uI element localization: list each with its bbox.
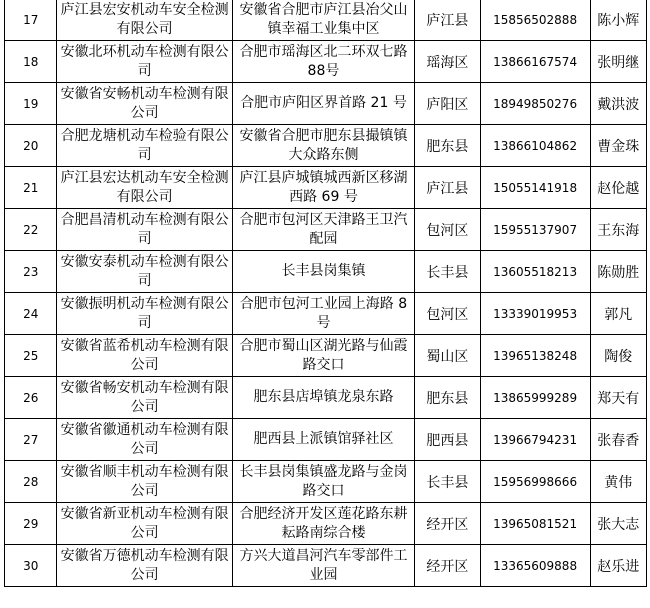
row-number-cell <box>5 125 57 167</box>
company-name-cell <box>57 209 232 251</box>
row-number-cell <box>5 167 57 209</box>
row-number-cell <box>5 461 57 503</box>
row-number: 30 <box>23 558 39 573</box>
company-name: 合肥龙塘机动车检验有限公司 <box>60 127 229 163</box>
row-number: 24 <box>23 306 39 321</box>
address: 庐江县庐城镇城西新区移湖西路 69 号 <box>239 169 408 205</box>
table-row <box>5 209 647 251</box>
district-cell <box>415 419 481 461</box>
phone-number: 15956998666 <box>493 474 578 489</box>
district: 长丰县 <box>426 264 469 281</box>
table-row <box>5 545 647 587</box>
address: 方兴大道昌河汽车零部件工业园 <box>239 547 408 583</box>
contact-person: 王东海 <box>597 222 640 239</box>
phone-number: 13966794231 <box>493 432 578 447</box>
company-name-cell <box>57 335 232 377</box>
district: 肥西县 <box>426 432 469 449</box>
address-cell <box>232 125 414 167</box>
phone-number-cell <box>480 377 590 419</box>
phone-number-cell <box>480 461 590 503</box>
district: 长丰县 <box>426 474 469 491</box>
phone-number: 13339019953 <box>493 306 578 321</box>
company-name-cell <box>57 125 232 167</box>
row-number: 23 <box>23 264 39 279</box>
address-cell <box>232 0 414 41</box>
address: 合肥经济开发区莲花路东耕耘路南综合楼 <box>239 505 408 541</box>
district: 蜀山区 <box>426 348 469 365</box>
address-cell <box>232 293 414 335</box>
phone-number: 18949850276 <box>493 96 578 111</box>
company-name: 安徽省新亚机动车检测有限公司 <box>60 505 229 541</box>
address-cell <box>232 419 414 461</box>
district-cell <box>415 461 481 503</box>
company-name: 安徽省畅安机动车检测有限公司 <box>60 379 229 415</box>
address-cell <box>232 209 414 251</box>
phone-number: 13865999289 <box>493 390 578 405</box>
contact-person-cell <box>590 461 646 503</box>
company-name-cell <box>57 41 232 83</box>
table-row <box>5 461 647 503</box>
phone-number-cell <box>480 41 590 83</box>
table-row <box>5 377 647 419</box>
table-row <box>5 419 647 461</box>
table-row <box>5 125 647 167</box>
row-number: 18 <box>23 54 39 69</box>
phone-number-cell <box>480 335 590 377</box>
company-name-cell <box>57 0 232 41</box>
district: 瑶海区 <box>426 54 469 71</box>
table-row <box>5 293 647 335</box>
company-name-cell <box>57 503 232 545</box>
table-row <box>5 83 647 125</box>
phone-number-cell <box>480 209 590 251</box>
row-number: 19 <box>23 96 39 111</box>
table-row <box>5 251 647 293</box>
row-number-cell <box>5 251 57 293</box>
company-name-cell <box>57 251 232 293</box>
contact-person-cell <box>590 41 646 83</box>
contact-person: 张大志 <box>597 516 640 533</box>
company-name-cell <box>57 83 232 125</box>
contact-person-cell <box>590 83 646 125</box>
company-name: 安徽振明机动车检测有限公司 <box>60 295 229 331</box>
district: 肥东县 <box>426 138 469 155</box>
company-name: 庐江县宏安机动车安全检测有限公司 <box>60 1 229 37</box>
district: 庐阳区 <box>426 96 469 113</box>
row-number: 21 <box>23 180 39 195</box>
address-cell <box>232 41 414 83</box>
phone-number: 15955137907 <box>493 222 578 237</box>
phone-number-cell <box>480 251 590 293</box>
phone-number: 13866104862 <box>493 138 578 153</box>
table-row <box>5 0 647 41</box>
contact-person: 郭凡 <box>604 306 633 323</box>
address: 合肥市包河区天津路王卫汽配园 <box>239 211 408 247</box>
company-name-cell <box>57 419 232 461</box>
inspection-station-table <box>4 0 647 587</box>
address: 安徽省合肥市肥东县撮镇镇大众路东侧 <box>239 127 408 163</box>
company-name: 安徽省顺丰机动车检测有限公司 <box>60 463 229 499</box>
contact-person: 陶俊 <box>604 348 633 365</box>
contact-person-cell <box>590 0 646 41</box>
district-cell <box>415 377 481 419</box>
district: 庐江县 <box>426 12 469 29</box>
contact-person: 戴洪波 <box>597 96 640 113</box>
row-number-cell <box>5 83 57 125</box>
row-number-cell <box>5 0 57 41</box>
row-number: 26 <box>23 390 39 405</box>
address-cell <box>232 503 414 545</box>
row-number-cell <box>5 209 57 251</box>
address: 合肥市蜀山区湖光路与仙霞路交口 <box>239 337 408 373</box>
contact-person-cell <box>590 209 646 251</box>
address-cell <box>232 167 414 209</box>
contact-person-cell <box>590 293 646 335</box>
address: 合肥市包河工业园上海路 8号 <box>239 295 408 331</box>
phone-number-cell <box>480 419 590 461</box>
phone-number: 13866167574 <box>493 54 578 69</box>
district-cell <box>415 335 481 377</box>
table-row <box>5 41 647 83</box>
row-number: 20 <box>23 138 39 153</box>
address: 长丰县岗集镇盛龙路与金岗路交口 <box>239 463 408 499</box>
contact-person: 黄伟 <box>604 474 633 491</box>
row-number: 29 <box>23 516 39 531</box>
address-cell <box>232 335 414 377</box>
contact-person-cell <box>590 545 646 587</box>
contact-person: 曹金珠 <box>597 138 640 155</box>
company-name: 安徽省徽通机动车检测有限公司 <box>60 421 229 457</box>
address: 合肥市庐阳区界首路 21 号 <box>240 95 407 111</box>
district-cell <box>415 41 481 83</box>
row-number: 28 <box>23 474 39 489</box>
address-cell <box>232 461 414 503</box>
company-name: 安徽北环机动车检测有限公司 <box>60 43 229 79</box>
row-number-cell <box>5 41 57 83</box>
phone-number-cell <box>480 293 590 335</box>
address: 长丰县岗集镇 <box>281 263 366 279</box>
company-name: 安徽安泰机动车检测有限公司 <box>60 253 229 289</box>
row-number-cell <box>5 377 57 419</box>
contact-person: 陈勋胜 <box>597 264 640 281</box>
company-name: 庐江县宏达机动车安全检测有限公司 <box>60 169 229 205</box>
phone-number-cell <box>480 545 590 587</box>
row-number: 25 <box>23 348 39 363</box>
phone-number-cell <box>480 125 590 167</box>
phone-number: 13365609888 <box>493 558 578 573</box>
contact-person: 赵伦越 <box>597 180 640 197</box>
table-body <box>5 0 647 587</box>
company-name-cell <box>57 293 232 335</box>
district-cell <box>415 83 481 125</box>
district-cell <box>415 503 481 545</box>
address-cell <box>232 377 414 419</box>
address-cell <box>232 251 414 293</box>
row-number: 17 <box>23 12 39 27</box>
district-cell <box>415 0 481 41</box>
row-number-cell <box>5 335 57 377</box>
company-name: 合肥昌清机动车检测有限公司 <box>60 211 229 247</box>
company-name-cell <box>57 377 232 419</box>
address: 合肥市瑶海区北二环双七路88号 <box>239 43 408 79</box>
district: 庐江县 <box>426 180 469 197</box>
company-name: 安徽省蓝希机动车检测有限公司 <box>60 337 229 373</box>
district-cell <box>415 293 481 335</box>
address-cell <box>232 83 414 125</box>
contact-person: 郑天有 <box>597 390 640 407</box>
table-row <box>5 503 647 545</box>
contact-person-cell <box>590 377 646 419</box>
district-cell <box>415 209 481 251</box>
table-row <box>5 167 647 209</box>
phone-number-cell <box>480 83 590 125</box>
contact-person: 赵乐进 <box>597 558 640 575</box>
row-number-cell <box>5 545 57 587</box>
row-number-cell <box>5 419 57 461</box>
company-name-cell <box>57 461 232 503</box>
table-row <box>5 335 647 377</box>
district-cell <box>415 167 481 209</box>
address-cell <box>232 545 414 587</box>
district: 包河区 <box>426 306 469 323</box>
district: 包河区 <box>426 222 469 239</box>
row-number-cell <box>5 293 57 335</box>
phone-number: 13965138248 <box>493 348 578 363</box>
contact-person-cell <box>590 503 646 545</box>
company-name: 安徽省万德机动车检测有限公司 <box>60 547 229 583</box>
phone-number: 13605518213 <box>493 264 578 279</box>
contact-person-cell <box>590 125 646 167</box>
contact-person: 陈小辉 <box>597 12 640 29</box>
district: 经开区 <box>426 516 469 533</box>
address: 肥西县上派镇馆驿社区 <box>253 431 394 447</box>
row-number: 27 <box>23 432 39 447</box>
contact-person-cell <box>590 419 646 461</box>
contact-person: 张明继 <box>597 54 640 71</box>
row-number: 22 <box>23 222 39 237</box>
district-cell <box>415 251 481 293</box>
phone-number: 13965081521 <box>493 516 578 531</box>
phone-number-cell <box>480 167 590 209</box>
phone-number-cell <box>480 503 590 545</box>
row-number-cell <box>5 503 57 545</box>
address: 安徽省合肥市庐江县冶父山镇幸福工业集中区 <box>239 1 408 37</box>
phone-number-cell <box>480 0 590 41</box>
district: 经开区 <box>426 558 469 575</box>
address: 肥东县店埠镇龙泉东路 <box>253 389 394 405</box>
district: 肥东县 <box>426 390 469 407</box>
company-name-cell <box>57 545 232 587</box>
company-name-cell <box>57 167 232 209</box>
phone-number: 15856502888 <box>493 12 578 27</box>
company-name: 安徽省安畅机动车检测有限公司 <box>60 85 229 121</box>
district-cell <box>415 125 481 167</box>
phone-number: 15055141918 <box>493 180 578 195</box>
contact-person-cell <box>590 167 646 209</box>
contact-person: 张春香 <box>597 432 640 449</box>
contact-person-cell <box>590 251 646 293</box>
district-cell <box>415 545 481 587</box>
contact-person-cell <box>590 335 646 377</box>
